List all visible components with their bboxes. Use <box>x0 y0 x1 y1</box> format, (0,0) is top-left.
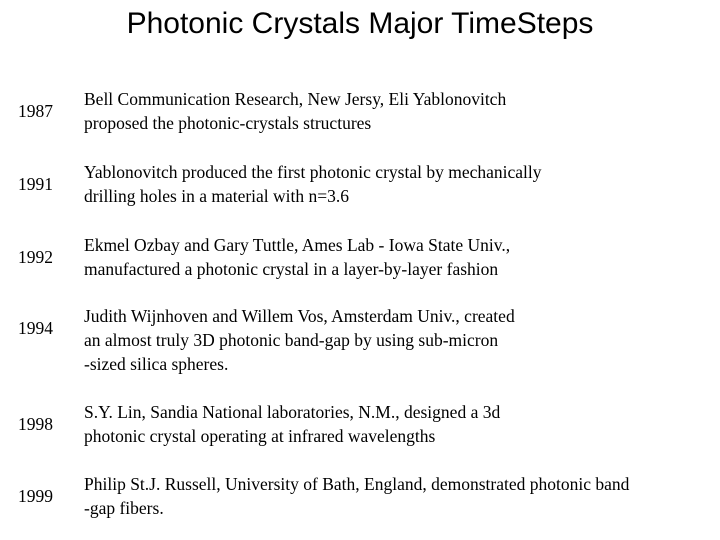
description-line: photonic crystal operating at infrared wavelengths <box>84 426 436 446</box>
entry-description <box>84 160 714 208</box>
entry-description <box>84 304 714 376</box>
page-title: Photonic Crystals Major TimeSteps <box>126 7 594 40</box>
entry-year: 1998 <box>18 414 53 434</box>
description-line: drilling holes in a material with n=3.6 <box>84 186 350 206</box>
description-line: Bell Communication Research, New Jersy, Eli Yablonovitch <box>84 89 507 109</box>
description-line: -gap fibers. <box>84 498 164 518</box>
description-line: Ekmel Ozbay and Gary Tuttle, Ames Lab - Iowa State Univ., <box>84 235 511 255</box>
entry-description <box>84 472 714 520</box>
description-line: Philip St.J. Russell, University of Bath, England, demonstrated photonic band <box>84 474 630 494</box>
description-line: manufactured a photonic crystal in a layer-by-layer fashion <box>84 259 499 279</box>
description-line: an almost truly 3D photonic band-gap by using sub-micron <box>84 330 499 350</box>
description-line: proposed the photonic-crystals structures <box>84 113 372 133</box>
description-line: Yablonovitch produced the first photonic crystal by mechanically <box>84 162 542 182</box>
entry-year: 1991 <box>18 174 53 194</box>
entry-year: 1999 <box>18 486 53 506</box>
description-line: -sized silica spheres. <box>84 354 229 374</box>
entry-description <box>84 400 714 448</box>
entry-year: 1994 <box>18 318 53 338</box>
entry-description <box>84 87 714 135</box>
description-line: S.Y. Lin, Sandia National laboratories, N.M., designed a 3d <box>84 402 501 422</box>
entry-year: 1992 <box>18 247 53 267</box>
entry-year: 1987 <box>18 101 53 121</box>
entry-description <box>84 233 714 281</box>
description-line: Judith Wijnhoven and Willem Vos, Amsterdam Univ., created <box>84 306 515 326</box>
